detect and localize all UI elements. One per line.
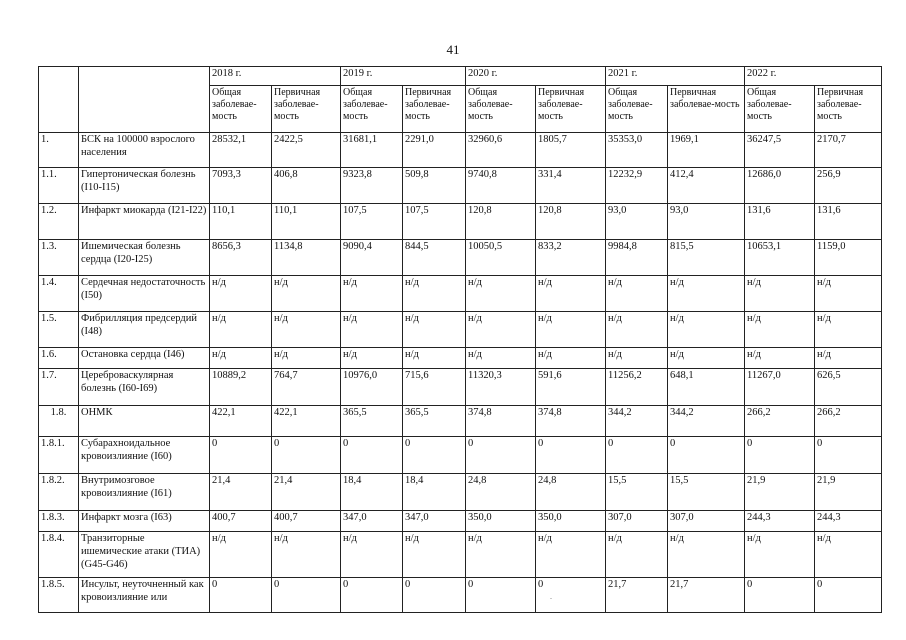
row-name: Транзиторные ишемические атаки (ТИА) (G45-G46)	[79, 532, 210, 578]
general-morbidity-value: н/д	[210, 312, 272, 348]
general-morbidity-value: 10976,0	[341, 369, 403, 406]
general-morbidity-value: 10050,5	[466, 240, 536, 276]
primary-morbidity-value: 110,1	[272, 204, 341, 240]
primary-morbidity-value: 21,7	[668, 578, 745, 613]
table-row	[39, 168, 882, 204]
primary-morbidity-value: 0	[815, 437, 882, 474]
general-morbidity-value: 0	[466, 578, 536, 613]
primary-morbidity-value: 0	[668, 437, 745, 474]
general-morbidity-value: 21,4	[210, 474, 272, 511]
general-morbidity-value: 350,0	[466, 511, 536, 532]
primary-morbidity-value: 365,5	[403, 406, 466, 437]
subheader-general: Общая заболевае-мость	[466, 86, 536, 133]
general-morbidity-value: 35353,0	[606, 133, 668, 168]
primary-morbidity-value: 0	[272, 578, 341, 613]
general-morbidity-value: 347,0	[341, 511, 403, 532]
general-morbidity-value: 15,5	[606, 474, 668, 511]
primary-morbidity-value: 107,5	[403, 204, 466, 240]
primary-morbidity-value: н/д	[536, 532, 606, 578]
general-morbidity-value: н/д	[341, 532, 403, 578]
row-name: Инфаркт миокарда (I21-I22)	[79, 204, 210, 240]
primary-morbidity-value: н/д	[403, 532, 466, 578]
primary-morbidity-value: 1159,0	[815, 240, 882, 276]
primary-morbidity-value: н/д	[815, 276, 882, 312]
general-morbidity-value: н/д	[606, 532, 668, 578]
subheader-general: Общая заболевае-мость	[745, 86, 815, 133]
general-morbidity-value: 244,3	[745, 511, 815, 532]
primary-morbidity-value: 266,2	[815, 406, 882, 437]
primary-morbidity-value: н/д	[403, 312, 466, 348]
row-name: Сердечная недостаточность (I50)	[79, 276, 210, 312]
primary-morbidity-value: н/д	[272, 276, 341, 312]
primary-morbidity-value: 347,0	[403, 511, 466, 532]
table-row	[39, 406, 882, 437]
general-morbidity-value: 344,2	[606, 406, 668, 437]
row-name: Инсульт, неуточненный как кровоизлияние или	[79, 578, 210, 613]
primary-morbidity-value: 0	[272, 437, 341, 474]
row-name: Внутримозговое кровоизлияние (I61)	[79, 474, 210, 511]
primary-morbidity-value: н/д	[815, 532, 882, 578]
primary-morbidity-value: 764,7	[272, 369, 341, 406]
table-row	[39, 511, 882, 532]
primary-morbidity-value: н/д	[815, 348, 882, 369]
table-row	[39, 437, 882, 474]
page-number: 41	[446, 42, 460, 57]
general-morbidity-value: 21,7	[606, 578, 668, 613]
general-morbidity-value: 110,1	[210, 204, 272, 240]
primary-morbidity-value: 350,0	[536, 511, 606, 532]
primary-morbidity-value: 844,5	[403, 240, 466, 276]
table-row	[39, 312, 882, 348]
row-number: 1.7.	[39, 369, 79, 406]
row-number: 1.8.	[39, 406, 79, 437]
general-morbidity-value: 400,7	[210, 511, 272, 532]
year-header-row	[39, 67, 882, 86]
table-row	[39, 276, 882, 312]
general-morbidity-value: 10889,2	[210, 369, 272, 406]
morbidity-table	[38, 66, 882, 613]
row-number: 1.5.	[39, 312, 79, 348]
general-morbidity-value: 28532,1	[210, 133, 272, 168]
table-row	[39, 532, 882, 578]
general-morbidity-value: н/д	[745, 312, 815, 348]
row-number: 1.8.1.	[39, 437, 79, 474]
primary-morbidity-value: н/д	[668, 276, 745, 312]
row-name: Остановка сердца (I46)	[79, 348, 210, 369]
row-number: 1.1.	[39, 168, 79, 204]
general-morbidity-value: 8656,3	[210, 240, 272, 276]
primary-morbidity-value: 2422,5	[272, 133, 341, 168]
primary-morbidity-value: н/д	[403, 276, 466, 312]
year-header: 2018 г.	[210, 67, 341, 86]
general-morbidity-value: 0	[745, 437, 815, 474]
primary-morbidity-value: 626,5	[815, 369, 882, 406]
general-morbidity-value: н/д	[466, 532, 536, 578]
primary-morbidity-value: 0	[403, 437, 466, 474]
primary-morbidity-value: 244,3	[815, 511, 882, 532]
general-morbidity-value: 9984,8	[606, 240, 668, 276]
primary-morbidity-value: н/д	[668, 532, 745, 578]
primary-morbidity-value: 18,4	[403, 474, 466, 511]
general-morbidity-value: н/д	[606, 276, 668, 312]
table-body	[39, 67, 882, 613]
general-morbidity-value: 10653,1	[745, 240, 815, 276]
primary-morbidity-value: н/д	[536, 276, 606, 312]
header-num-cell	[39, 67, 79, 133]
row-number: 1.	[39, 133, 79, 168]
primary-morbidity-value: 24,8	[536, 474, 606, 511]
row-name: Цереброваскулярная болезнь (I60-I69)	[79, 369, 210, 406]
general-morbidity-value: 0	[341, 437, 403, 474]
primary-morbidity-value: 374,8	[536, 406, 606, 437]
header-name-cell	[79, 67, 210, 133]
general-morbidity-value: 131,6	[745, 204, 815, 240]
row-name: Инфаркт мозга (I63)	[79, 511, 210, 532]
primary-morbidity-value: н/д	[272, 532, 341, 578]
general-morbidity-value: 374,8	[466, 406, 536, 437]
general-morbidity-value: 24,8	[466, 474, 536, 511]
primary-morbidity-value: 406,8	[272, 168, 341, 204]
row-name: ОНМК	[79, 406, 210, 437]
primary-morbidity-value: 120,8	[536, 204, 606, 240]
primary-morbidity-value: н/д	[272, 348, 341, 369]
primary-morbidity-value: н/д	[668, 348, 745, 369]
primary-morbidity-value: 15,5	[668, 474, 745, 511]
general-morbidity-value: н/д	[745, 348, 815, 369]
row-name: БСК на 100000 взрослого населения	[79, 133, 210, 168]
primary-morbidity-value: 1969,1	[668, 133, 745, 168]
row-number: 1.6.	[39, 348, 79, 369]
table-row	[39, 474, 882, 511]
primary-morbidity-value: 0	[815, 578, 882, 613]
general-morbidity-value: 422,1	[210, 406, 272, 437]
primary-morbidity-value: 21,9	[815, 474, 882, 511]
primary-morbidity-value: 400,7	[272, 511, 341, 532]
primary-morbidity-value: 93,0	[668, 204, 745, 240]
primary-morbidity-value: 412,4	[668, 168, 745, 204]
general-morbidity-value: н/д	[466, 348, 536, 369]
general-morbidity-value: 0	[606, 437, 668, 474]
table-row	[39, 204, 882, 240]
primary-morbidity-value: н/д	[536, 312, 606, 348]
year-header: 2021 г.	[606, 67, 745, 86]
primary-morbidity-value: 815,5	[668, 240, 745, 276]
primary-morbidity-value: 21,4	[272, 474, 341, 511]
primary-morbidity-value: 256,9	[815, 168, 882, 204]
row-name: Субарахноидальное кровоизлияние (I60)	[79, 437, 210, 474]
row-name: Гипертоническая болезнь (I10-I15)	[79, 168, 210, 204]
general-morbidity-value: 9740,8	[466, 168, 536, 204]
row-number: 1.4.	[39, 276, 79, 312]
general-morbidity-value: 0	[466, 437, 536, 474]
primary-morbidity-value: 833,2	[536, 240, 606, 276]
general-morbidity-value: н/д	[606, 312, 668, 348]
table-row	[39, 348, 882, 369]
table-row	[39, 133, 882, 168]
general-morbidity-value: 7093,3	[210, 168, 272, 204]
scan-mark: .	[550, 592, 552, 601]
general-morbidity-value: н/д	[341, 312, 403, 348]
subheader-general: Общая заболевае-мость	[341, 86, 403, 133]
primary-morbidity-value: 1134,8	[272, 240, 341, 276]
row-name: Фибрилляция предсердий (I48)	[79, 312, 210, 348]
primary-morbidity-value: 0	[536, 578, 606, 613]
general-morbidity-value: 307,0	[606, 511, 668, 532]
general-morbidity-value: н/д	[341, 348, 403, 369]
general-morbidity-value: н/д	[210, 276, 272, 312]
primary-morbidity-value: 344,2	[668, 406, 745, 437]
general-morbidity-value: 107,5	[341, 204, 403, 240]
row-number: 1.8.5.	[39, 578, 79, 613]
table-row	[39, 369, 882, 406]
general-morbidity-value: н/д	[466, 276, 536, 312]
primary-morbidity-value: 648,1	[668, 369, 745, 406]
primary-morbidity-value: 715,6	[403, 369, 466, 406]
general-morbidity-value: 9090,4	[341, 240, 403, 276]
row-number: 1.8.2.	[39, 474, 79, 511]
subheader-general: Общая заболевае-мость	[606, 86, 668, 133]
general-morbidity-value: н/д	[466, 312, 536, 348]
subheader-primary: Первичная заболевае-мость	[536, 86, 606, 133]
primary-morbidity-value: н/д	[668, 312, 745, 348]
general-morbidity-value: 11320,3	[466, 369, 536, 406]
row-name: Ишемическая болезнь сердца (I20-I25)	[79, 240, 210, 276]
primary-morbidity-value: 307,0	[668, 511, 745, 532]
primary-morbidity-value: 0	[536, 437, 606, 474]
year-header: 2019 г.	[341, 67, 466, 86]
primary-morbidity-value: н/д	[272, 312, 341, 348]
general-morbidity-value: 120,8	[466, 204, 536, 240]
general-morbidity-value: 0	[210, 437, 272, 474]
subheader-primary: Первичная заболевае-мость	[403, 86, 466, 133]
general-morbidity-value: 11267,0	[745, 369, 815, 406]
table-row	[39, 578, 882, 613]
general-morbidity-value: 12232,9	[606, 168, 668, 204]
primary-morbidity-value: н/д	[403, 348, 466, 369]
general-morbidity-value: н/д	[341, 276, 403, 312]
general-morbidity-value: 93,0	[606, 204, 668, 240]
general-morbidity-value: 0	[210, 578, 272, 613]
subheader-general: Общая заболевае-мость	[210, 86, 272, 133]
general-morbidity-value: н/д	[210, 532, 272, 578]
general-morbidity-value: 9323,8	[341, 168, 403, 204]
primary-morbidity-value: 331,4	[536, 168, 606, 204]
primary-morbidity-value: н/д	[536, 348, 606, 369]
general-morbidity-value: 12686,0	[745, 168, 815, 204]
general-morbidity-value: 365,5	[341, 406, 403, 437]
general-morbidity-value: 18,4	[341, 474, 403, 511]
general-morbidity-value: 32960,6	[466, 133, 536, 168]
primary-morbidity-value: 591,6	[536, 369, 606, 406]
row-number: 1.8.4.	[39, 532, 79, 578]
subheader-primary: Первичная заболевае-мость	[815, 86, 882, 133]
general-morbidity-value: 36247,5	[745, 133, 815, 168]
primary-morbidity-value: 2291,0	[403, 133, 466, 168]
primary-morbidity-value: 0	[403, 578, 466, 613]
table-row	[39, 240, 882, 276]
general-morbidity-value: 0	[341, 578, 403, 613]
general-morbidity-value: 31681,1	[341, 133, 403, 168]
subheader-primary: Первичная заболевае-мость	[668, 86, 745, 133]
year-header: 2020 г.	[466, 67, 606, 86]
general-morbidity-value: н/д	[606, 348, 668, 369]
row-number: 1.8.3.	[39, 511, 79, 532]
general-morbidity-value: 11256,2	[606, 369, 668, 406]
general-morbidity-value: н/д	[745, 532, 815, 578]
subheader-primary: Первичная заболевае-мость	[272, 86, 341, 133]
primary-morbidity-value: н/д	[815, 312, 882, 348]
general-morbidity-value: 266,2	[745, 406, 815, 437]
primary-morbidity-value: 1805,7	[536, 133, 606, 168]
general-morbidity-value: н/д	[745, 276, 815, 312]
general-morbidity-value: 0	[745, 578, 815, 613]
primary-morbidity-value: 509,8	[403, 168, 466, 204]
year-header: 2022 г.	[745, 67, 882, 86]
row-number: 1.2.	[39, 204, 79, 240]
row-number: 1.3.	[39, 240, 79, 276]
primary-morbidity-value: 2170,7	[815, 133, 882, 168]
general-morbidity-value: 21,9	[745, 474, 815, 511]
general-morbidity-value: н/д	[210, 348, 272, 369]
primary-morbidity-value: 422,1	[272, 406, 341, 437]
primary-morbidity-value: 131,6	[815, 204, 882, 240]
